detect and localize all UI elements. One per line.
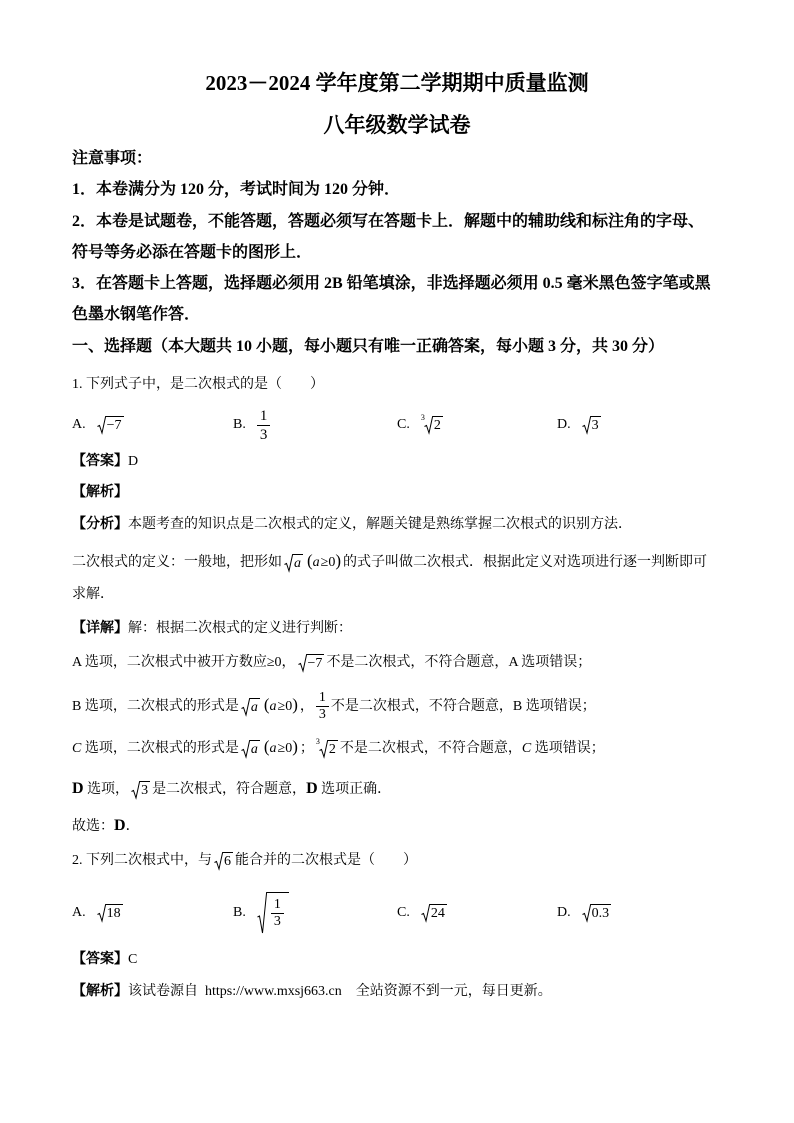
numerator: 1 [257, 407, 271, 426]
detail-line-a [72, 649, 591, 677]
radical-sign [582, 904, 591, 922]
sqrt-a-expression [241, 740, 260, 758]
option-label: C. [397, 417, 410, 432]
radicand: 3 [591, 418, 599, 433]
jiexi-tag: 【解析】 [72, 485, 128, 500]
radical-sign [582, 416, 591, 434]
condition-relation: ≥0 [320, 555, 336, 570]
choice-letter: D [114, 817, 126, 834]
radicand: a [250, 741, 258, 757]
radical-stroke [319, 740, 328, 757]
sqrt-a-expression [241, 698, 260, 716]
option-letter: D [72, 780, 84, 797]
analysis-line [72, 982, 552, 1002]
option-label: A. [72, 905, 86, 920]
paren-open: ( [307, 551, 313, 570]
paren-close: ) [335, 551, 342, 570]
option-c [397, 891, 449, 935]
radical-stroke [424, 417, 433, 434]
radical-sign [284, 554, 293, 572]
option-letter: C [521, 741, 532, 756]
fenxi-line [72, 515, 632, 535]
radicand: 2 [433, 418, 441, 433]
detail-intro: 解：根据二次根式的定义进行判断： [128, 621, 352, 636]
radicand: 6 [224, 853, 231, 869]
answer-tag: 【答案】 [72, 952, 128, 967]
detail-text: 选项，二次根式的形式是 [81, 699, 239, 714]
option-label: D. [557, 417, 571, 432]
separator: ； [299, 741, 314, 756]
sqrt-expression [214, 852, 233, 870]
option-c [397, 405, 445, 445]
condition-variable: a [312, 555, 320, 570]
question-2-options [0, 891, 794, 935]
radical-stroke [132, 781, 141, 798]
radicand: 2 [328, 741, 336, 757]
option-label: B. [233, 417, 246, 432]
detail-text: 选项正确． [317, 782, 392, 797]
question-1-stem: 1. 下列式子中，是二次根式的是（ ） [72, 377, 324, 392]
paren-open: ( [263, 695, 270, 714]
denominator: 3 [273, 914, 281, 929]
detail-text: 不是二次根式，不符合题意， [326, 655, 509, 670]
radical-stroke [97, 905, 106, 922]
definition-continuation: 求解． [72, 587, 114, 602]
radical-sign [424, 416, 433, 434]
root-index: 3 [420, 413, 425, 422]
radical-sign [97, 904, 106, 922]
separator: ， [299, 699, 314, 714]
option-d [557, 891, 613, 935]
radical-stroke [215, 852, 224, 869]
radical-sign [131, 781, 140, 799]
detail-text: 选项错误； [517, 655, 592, 670]
radical-stroke [421, 905, 430, 922]
radical-sign [298, 654, 307, 672]
xiangjie-tag: 【详解】 [72, 621, 128, 636]
notice-line: 色墨水钢笔作答． [72, 306, 201, 323]
option-b [233, 891, 291, 935]
condition-variable: a [269, 741, 277, 756]
radical-sign [241, 698, 250, 716]
definition-text: 的式子叫做二次根式．根据此定义对选项进行逐一判断即可 [343, 555, 708, 570]
detail-text: 不是二次根式，不符合题意， [330, 699, 513, 714]
stem-text: 2. 下列二次根式中，与 [72, 853, 212, 868]
answer-value: C [128, 952, 138, 967]
analysis-line [72, 483, 128, 503]
fenxi-tag: 【分析】 [72, 517, 128, 532]
notice-line: 1．本卷满分为 120 分，考试时间为 120 分钟． [72, 181, 401, 198]
choice-suffix: ． [125, 819, 140, 834]
jiexi-tag: 【解析】 [72, 984, 128, 999]
radical-sign [421, 904, 430, 922]
source-url: https://www.mxsj663.cn [205, 984, 342, 999]
exam-title: 2023－2024 学年度第二学期期中质量监测 [205, 71, 589, 95]
cube-root-expression [420, 413, 443, 434]
section-heading: 一、选择题（本大题共 10 小题，每小题只有唯一正确答案，每小题 3 分，共 30 分） [72, 338, 665, 355]
condition [263, 737, 298, 756]
option-letter: A [508, 655, 518, 670]
denominator: 3 [318, 707, 326, 723]
notice-line: 3．在答题卡上答题，选择题必须用 2B 铅笔填涂，非选择题必须用 0.5 毫米黑色签字笔或黑 [72, 275, 711, 292]
detail-text: 不是二次根式，不符合题意， [339, 741, 522, 756]
radical-sign [97, 416, 106, 434]
radical-sign [214, 852, 223, 870]
answer-line [72, 452, 138, 472]
cube-root-expression [315, 736, 338, 758]
radicand: −7 [106, 418, 122, 433]
radicand: 0.3 [591, 906, 610, 921]
option-label: B. [233, 905, 246, 920]
option-a [72, 891, 125, 935]
answer-tag: 【答案】 [72, 454, 128, 469]
radical-stroke [241, 698, 250, 715]
option-letter: B [512, 699, 523, 714]
detail-text: 选项， [83, 782, 130, 797]
radical-stroke [582, 905, 591, 922]
definition-line [72, 547, 707, 577]
notice-heading: 注意事项： [72, 150, 153, 167]
sqrt-expression [582, 416, 601, 434]
sqrt-fraction-expression [257, 892, 289, 934]
choice-prefix: 故选： [72, 819, 114, 834]
detail-text: 是二次根式，符合题意， [152, 782, 307, 797]
denominator: 3 [259, 426, 268, 443]
radical-stroke [241, 740, 250, 757]
sqrt-a-expression [284, 554, 303, 572]
notice-line: 2．本卷是试题卷，不能答题，答题必须写在答题卡上．解题中的辅助线和标注角的字母、 [72, 213, 705, 230]
detail-line-c [72, 733, 605, 763]
radical-sign [257, 892, 267, 934]
detail-text: 选项，二次根式的形式是 [81, 741, 239, 756]
radical-stroke [97, 417, 106, 434]
condition-relation: ≥0 [277, 741, 293, 756]
sqrt-expression [582, 904, 612, 922]
option-d [557, 405, 603, 445]
definition-text: 二次根式的定义：一般地，把形如 [72, 555, 282, 570]
option-letter: A [72, 655, 82, 670]
radicand: a [250, 699, 258, 715]
paren-open: ( [263, 737, 270, 756]
detail-text: 选项错误； [531, 741, 605, 756]
detail-text: 选项错误； [522, 699, 596, 714]
fraction [316, 690, 329, 723]
radical-stroke [285, 554, 294, 571]
radical-sign [241, 740, 250, 758]
option-letter: C [72, 741, 82, 756]
root-index: 3 [315, 736, 320, 746]
question-1-options [0, 405, 794, 445]
numerator: 1 [271, 897, 284, 914]
condition-relation: ≥0 [277, 699, 293, 714]
option-label: C. [397, 905, 410, 920]
source-tail: 全站资源不到一元，每日更新。 [355, 984, 552, 999]
stem-text: 能合并的二次根式是（ ） [235, 853, 417, 868]
radical-stroke [257, 893, 267, 934]
radicand: −7 [307, 655, 323, 671]
condition-variable: a [269, 699, 277, 714]
option-label: A. [72, 417, 86, 432]
radicand: a [294, 555, 301, 571]
answer-value: D [128, 454, 139, 469]
option-b [233, 405, 272, 445]
paren-close: ) [292, 695, 298, 714]
exam-subtitle: 八年级数学试卷 [323, 113, 471, 137]
detail-line-b [72, 685, 596, 727]
radical-stroke [298, 654, 307, 671]
question-2-stem [72, 847, 417, 875]
option-a [72, 405, 126, 445]
source-text: 该试卷源自 [128, 984, 198, 999]
sqrt-expression [131, 781, 150, 799]
detail-text: 选项，二次根式中被开方数应≥0， [81, 655, 296, 670]
detail-heading-line [72, 619, 352, 639]
sqrt-expression [298, 654, 325, 672]
fenxi-text: 本题考查的知识点是二次根式的定义，解题关键是熟练掌握二次根式的识别方法． [128, 517, 632, 532]
option-letter: B [72, 699, 82, 714]
condition [307, 551, 342, 570]
radical-stroke [582, 417, 591, 434]
detail-line-d [72, 775, 391, 804]
final-choice-line [72, 816, 140, 837]
sqrt-expression [97, 416, 124, 434]
option-label: D. [557, 905, 571, 920]
radicand: 18 [106, 906, 121, 921]
radicand [267, 892, 289, 934]
sqrt-expression [97, 904, 123, 922]
paren-close: ) [292, 737, 298, 756]
answer-line [72, 950, 137, 970]
radical-sign [319, 740, 328, 758]
fraction [271, 897, 284, 930]
radicand: 3 [141, 782, 149, 798]
radicand: 24 [430, 906, 445, 921]
fraction [257, 407, 271, 444]
option-letter: D [306, 780, 318, 797]
numerator: 1 [316, 690, 329, 707]
condition [263, 695, 298, 714]
notice-line: 符号等务必添在答题卡的图形上． [72, 244, 313, 261]
sqrt-expression [421, 904, 447, 922]
